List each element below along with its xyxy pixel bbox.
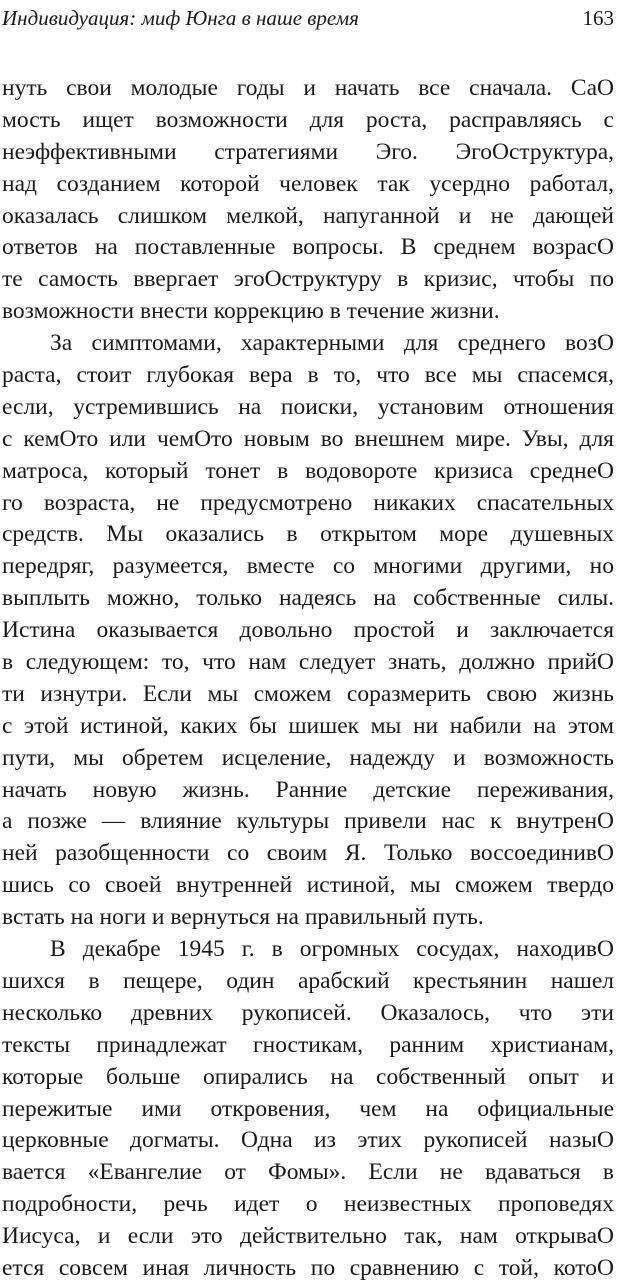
text-line: подробности, речь идет о неизвестных проповедях [2, 1191, 614, 1218]
text-line: выплыть можно, только надеясь на собственные силы. [2, 585, 614, 612]
text-line: ется совсем иная личность по сравнению с той, котоО [2, 1254, 614, 1281]
text-line: возможности внести коррекцию в течение жизни. [2, 298, 500, 325]
text-line: с кемОто или чемОто новым во внешнем мире. Увы, для [2, 425, 614, 452]
text-line: матроса, который тонет в водовороте кризиса среднеО [2, 457, 614, 484]
text-line: средств. Мы оказались в открытом море душевных [2, 521, 614, 548]
text-line: За симптомами, характерными для среднего возО [50, 330, 614, 357]
page-number: 163 [582, 6, 614, 30]
text-line: шихся в пещере, один арабский крестьянин нашел [2, 967, 614, 994]
text-line: В декабре 1945 г. в огромных сосудах, находивО [50, 936, 614, 963]
text-line: нуть свои молодые годы и начать все сначала. СаО [2, 75, 614, 101]
text-line: оказалась слишком мелкой, напуганной и не дающей [2, 202, 614, 229]
text-line: ответов на поставленные вопросы. В среднем возрасО [2, 234, 614, 261]
text-line: шись со своей внутренней истиной, мы сможем твердо [2, 872, 614, 899]
text-line: неэффективными стратегиями Эго. ЭгоОструктура, [2, 138, 614, 165]
text-line: с этой истиной, каких бы шишек мы ни набили на этом [2, 712, 614, 739]
text-line: ти изнутри. Если мы сможем соразмерить свою жизнь [2, 680, 614, 707]
text-line: вается «Евангелие от Фомы». Если не вдаваться в [2, 1159, 614, 1186]
text-line: го возраста, не предусмотрено никаких спасательных [2, 489, 614, 516]
text-line: Иисуса, и если это действительно так, нам открываО [2, 1223, 614, 1250]
text-line: если, устремившись на поиски, установим отношения [2, 393, 614, 420]
paragraph-1 [2, 73, 614, 328]
text-line: встать на ноги и вернуться на правильный путь. [2, 904, 484, 931]
text-line: мость ищет возможности для роста, расправляясь с [2, 106, 614, 133]
paragraph-3 [2, 934, 614, 1285]
text-line: начать новую жизнь. Ранние детские переживания, [2, 776, 614, 803]
text-line: ней разобщенности со своим Я. Только воссоединивО [2, 840, 614, 867]
running-head [2, 4, 614, 32]
text-line: Истина оказывается довольно простой и заключается [2, 617, 614, 644]
running-title: Индивидуация: миф Юнга в наше время [2, 6, 359, 30]
text-line: передряг, разумеется, вместе со многими другими, но [2, 553, 614, 580]
text-line: над созданием которой человек так усердно работал, [2, 170, 614, 197]
text-line: те самость ввергает эгоОструктуру в кризис, чтобы по [2, 266, 614, 293]
text-line: церковные догматы. Одна из этих рукописей назыО [2, 1127, 614, 1154]
text-line: а позже — влияние культуры привели нас к внутренО [2, 808, 614, 835]
body-text [2, 73, 614, 1285]
text-line: раста, стоит глубокая вера в то, что все мы спасемся, [2, 362, 614, 389]
text-line: пути, мы обретем исцеление, надежду и возможность [2, 744, 614, 771]
text-line: несколько древних рукописей. Оказалось, что эти [2, 999, 614, 1026]
paragraph-2 [2, 328, 614, 934]
text-line: в следующем: то, что нам следует знать, должно прийО [2, 649, 614, 676]
text-line: которые больше опирались на собственный опыт и [2, 1063, 614, 1090]
text-line: пережитые ими откровения, чем на официальные [2, 1095, 614, 1122]
text-line: тексты принадлежат гностикам, ранним христианам, [2, 1031, 614, 1058]
